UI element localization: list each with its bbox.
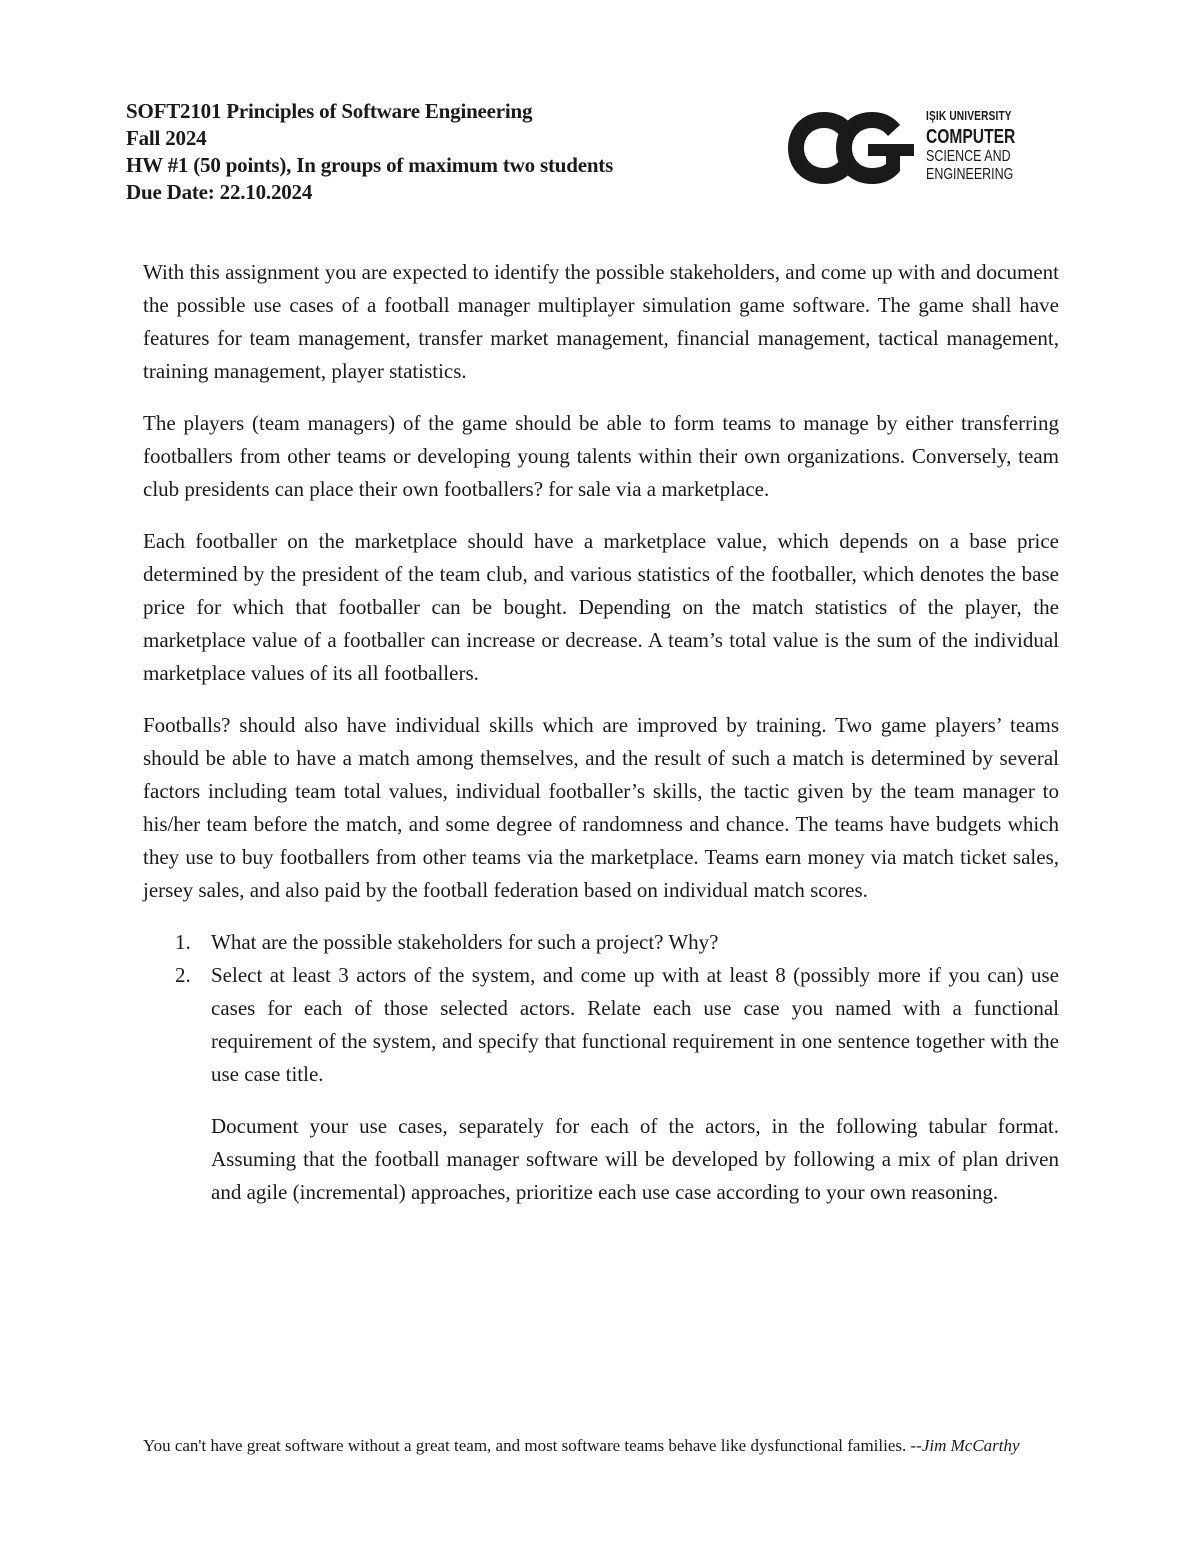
question-item — [143, 959, 1059, 1091]
logo-line-2: SCIENCE AND — [926, 148, 1011, 165]
quote-text: You can't have great software without a great team, and most software teams behave like dysfunctional families. -- — [143, 1436, 922, 1455]
logo-line-3: ENGINEERING — [926, 166, 1014, 183]
question-list — [143, 926, 1059, 1091]
due-date: Due Date: 22.10.2024 — [126, 180, 313, 204]
question-number: 1. — [175, 930, 191, 954]
question-item — [143, 926, 1059, 959]
quote-author: Jim McCarthy — [921, 1436, 1020, 1455]
paragraph: Each footballer on the marketplace should have a marketplace value, which depends on a base price determined by the president of the team club, and various statistics of the footballer, which denotes the base price for which that footballer can be bought. Depending on the match statistics of the player, the marketplace value of a footballer can increase or decrease. A team’s total value is the sum of the individual marketplace values of its all footballers. — [143, 529, 1059, 685]
logo-text — [926, 109, 1015, 183]
question-text: Select at least 3 actors of the system, and come up with at least 8 (possibly more if you can) use cases for each of those selected actors. Relate each use case you named with a functional requirement of the system, and specify that functional requirement in one sentence together with the use case title. — [211, 963, 1059, 1086]
paragraph: With this assignment you are expected to identify the possible stakeholders, and come up with and document the possible use cases of a football manager multiplayer simulation game software. The game shall have features for team management, transfer market management, financial management, tactical management, training management, player statistics. — [143, 260, 1059, 383]
university-logo — [786, 106, 1026, 190]
footer-quote — [143, 1434, 1023, 1458]
paragraph: Footballs? should also have individual skills which are improved by training. Two game players’ teams should be able to have a match among themselves, and the result of such a match is determined by several factors including team total values, individual footballer’s skills, the tactic given by the team manager to his/her team before the match, and some degree of randomness and chance. The teams have budgets which they use to buy footballers from other teams via the marketplace. Teams earn money via match ticket sales, jersey sales, and also paid by the football federation based on individual match scores. — [143, 713, 1059, 902]
assignment-body — [143, 256, 1059, 1209]
logo-line-1: COMPUTER — [926, 126, 1016, 148]
term: Fall 2024 — [126, 126, 207, 150]
logo-university: IŞIK UNIVERSITY — [926, 108, 1012, 123]
assignment-title: HW #1 (50 points), In groups of maximum two students — [126, 153, 614, 177]
question-text: What are the possible stakeholders for such a project? Why? — [211, 930, 719, 954]
course-title: SOFT2101 Principles of Software Engineering — [126, 99, 533, 123]
cse-logo-mark-icon — [786, 110, 914, 186]
use-case-instructions: Document your use cases, separately for each of the actors, in the following tabular format. Assuming that the football manager software will be developed by following a mix of plan driven and agile (incremental) approaches, prioritize each use case according to your own reasoning. — [211, 1114, 1059, 1204]
question-number: 2. — [175, 963, 191, 987]
document-header — [126, 98, 766, 206]
paragraph: The players (team managers) of the game should be able to form teams to manage by either transferring footballers from other teams or developing young talents within their own organizations. Conversely, team club presidents can place their own footballers? for sale via a marketplace. — [143, 411, 1059, 501]
